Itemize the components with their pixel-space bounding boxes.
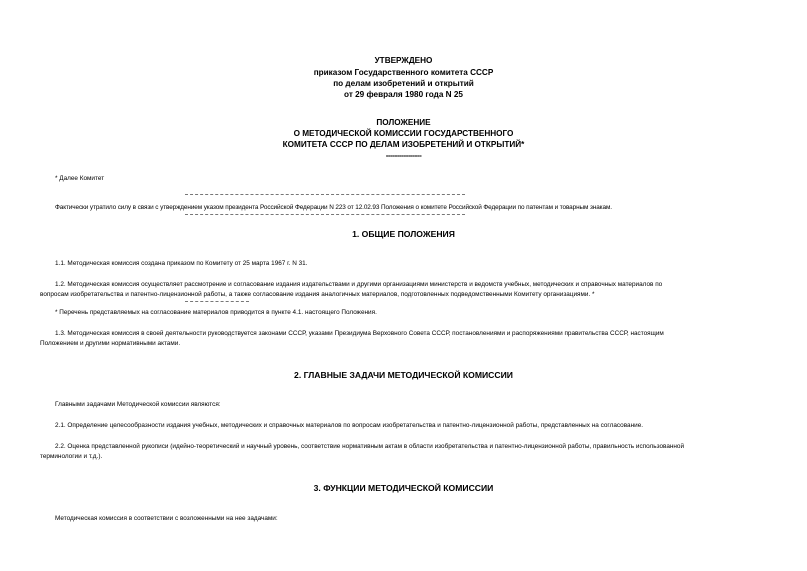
paragraph-1-3-line-2: Положением и другими нормативными актами. [40,340,181,347]
document-title: ПОЛОЖЕНИЕ [376,118,431,127]
paragraph-1-3-line-1: 1.3. Методическая комиссия в своей деятельности руководствуется законами СССР, указами Президиума Верховного Совета СССР, постановлениями и распоряжениями правительства СССР, настоящим [55,330,664,337]
paragraph-1-2-line-2: вопросам изобретательства и патентно-лицензионной работы, а также согласование издания аналогичных материалов, подготовленных подведомственными Комитету организациями. * [40,291,595,298]
paragraph-2-1: 2.1. Определение целесообразности издания учебных, методических и справочных материалов по вопросам изобретательства и патентно-лицензионной работы, представленных на согласование. [55,422,644,429]
status-note-top-rule [185,194,465,195]
footnote-rule [185,301,249,302]
approval-line-2: приказом Государственного комитета СССР [313,68,494,77]
section-3-intro: Методическая комиссия в соответствии с возложенными на нее задачами: [55,515,278,522]
section-2-intro: Главными задачами Методической комиссии являются: [55,401,221,408]
section-2-heading: 2. ГЛАВНЫЕ ЗАДАЧИ МЕТОДИЧЕСКОЙ КОМИССИИ [294,370,513,380]
approval-line-3: по делам изобретений и открытий [333,79,474,88]
status-note: Фактически утратило силу в связи с утверждением указом президента Российской Федерации N 223 от 12.02.93 Положения о комитете Российской Федерации по патентам и товарным знакам. [55,204,612,211]
paragraph-2-2-line-2: терминологии и т.д.). [40,453,103,460]
paragraph-2-2-line-1: 2.2. Оценка представленной рукописи (идейно-теоретический и научный уровень, соответствие нормативным актам в области изобретательства и патентно-лицензионной работы, правильность использованной [55,443,685,450]
title-separator: ---------------- [385,151,422,160]
paragraph-1-2-line-1: 1.2. Методическая комиссия осуществляет рассмотрение и согласование издания издательствами и другими организациями министерств и ведомств учебных, методических и справочных материалов по [55,281,663,288]
approval-line-4: от 29 февраля 1980 года N 25 [344,90,463,99]
footnote-materials-list: * Перечень представляемых на согласование материалов приводится в пункте 4.1. настоящего Положения. [55,309,377,316]
footnote-committee: * Далее Комитет [55,175,105,182]
document-subtitle-line-2: КОМИТЕТА СССР ПО ДЕЛАМ ИЗОБРЕТЕНИЙ И ОТКРЫТИЙ* [282,140,525,149]
status-note-bottom-rule [185,214,465,215]
section-1-heading: 1. ОБЩИЕ ПОЛОЖЕНИЯ [352,229,455,239]
section-3-heading: 3. ФУНКЦИИ МЕТОДИЧЕСКОЙ КОМИССИИ [313,483,494,493]
paragraph-1-1: 1.1. Методическая комиссия создана приказом по Комитету от 25 марта 1967 г. N 31. [55,260,308,267]
approval-line-1: УТВЕРЖДЕНО [374,56,433,65]
document-subtitle-line-1: О МЕТОДИЧЕСКОЙ КОМИССИИ ГОСУДАРСТВЕННОГО [293,129,514,138]
